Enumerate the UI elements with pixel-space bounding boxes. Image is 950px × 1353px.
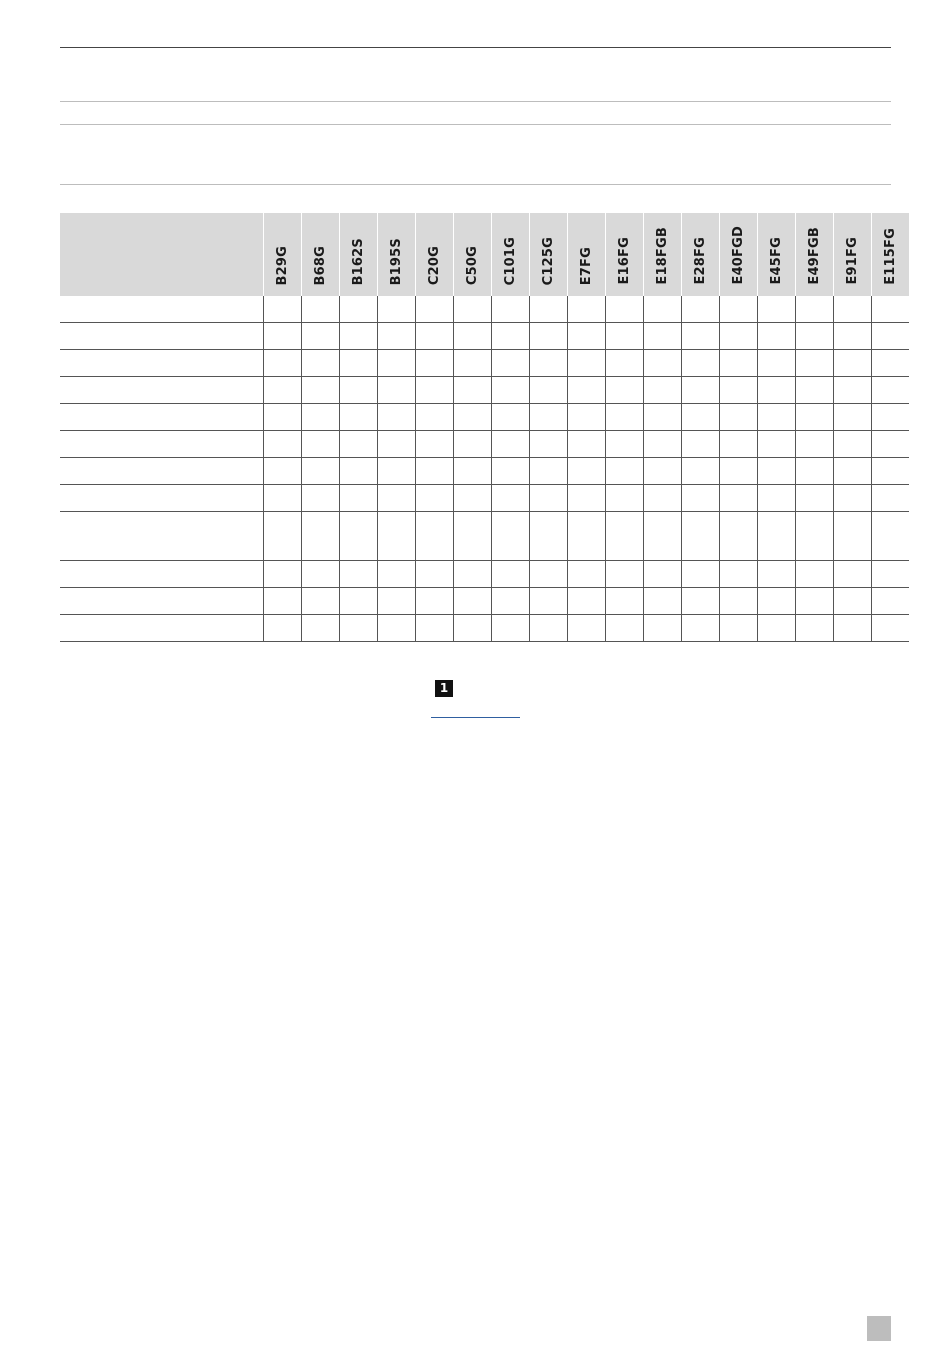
table-cell (682, 485, 720, 512)
table-cell (758, 512, 796, 561)
table-cell (454, 458, 492, 485)
table-cell (568, 588, 606, 615)
table-cell (454, 615, 492, 642)
table-cell (568, 561, 606, 588)
row-label-cell (60, 431, 264, 458)
column-header (416, 213, 454, 296)
table-cell (568, 431, 606, 458)
table-row (60, 485, 909, 512)
table-cell (264, 377, 302, 404)
table-cell (416, 458, 454, 485)
table-cell (302, 512, 340, 561)
table-cell (834, 350, 872, 377)
table-cell (454, 377, 492, 404)
table-cell (302, 458, 340, 485)
table-cell (682, 350, 720, 377)
table-cell (796, 296, 834, 323)
table-cell (644, 296, 682, 323)
table-cell (530, 323, 568, 350)
table-cell (302, 615, 340, 642)
table-cell (796, 485, 834, 512)
table-cell (758, 404, 796, 431)
table-cell (340, 377, 378, 404)
table-cell (530, 485, 568, 512)
table-row (60, 350, 909, 377)
table-cell (416, 350, 454, 377)
table-cell (340, 404, 378, 431)
table-cell (834, 588, 872, 615)
table-cell (378, 350, 416, 377)
table-cell (796, 377, 834, 404)
table-cell (758, 561, 796, 588)
table-cell (530, 431, 568, 458)
table-cell (416, 615, 454, 642)
table-cell (416, 561, 454, 588)
row-label-cell (60, 512, 264, 561)
table-cell (378, 404, 416, 431)
table-cell (492, 431, 530, 458)
column-header (644, 213, 682, 296)
link-underline[interactable] (431, 717, 520, 718)
table-cell (492, 404, 530, 431)
section-rule-1 (60, 101, 891, 102)
column-header-label: B195S (389, 237, 404, 285)
table-cell (720, 377, 758, 404)
table-cell (606, 323, 644, 350)
section-rule-2 (60, 124, 891, 125)
table-cell (644, 350, 682, 377)
table-cell (644, 431, 682, 458)
table-cell (834, 512, 872, 561)
table-cell (682, 458, 720, 485)
table-cell (872, 512, 910, 561)
table-cell (644, 561, 682, 588)
column-header-label: E45FG (769, 237, 784, 285)
table-cell (720, 588, 758, 615)
table-cell (416, 323, 454, 350)
table-cell (606, 561, 644, 588)
table-cell (492, 296, 530, 323)
table-cell (606, 485, 644, 512)
table-cell (264, 458, 302, 485)
table-cell (264, 561, 302, 588)
table-cell (872, 458, 910, 485)
table-cell (340, 485, 378, 512)
table-cell (758, 350, 796, 377)
table-cell (492, 323, 530, 350)
table-cell (416, 512, 454, 561)
table-cell (682, 615, 720, 642)
column-header-label: E7FG (579, 246, 594, 285)
table-cell (796, 350, 834, 377)
table-cell (720, 615, 758, 642)
table-row (60, 296, 909, 323)
table-cell (606, 458, 644, 485)
table-cell (264, 323, 302, 350)
table-cell (644, 377, 682, 404)
table-cell (378, 377, 416, 404)
table-cell (264, 615, 302, 642)
table-row (60, 615, 909, 642)
table-cell (340, 458, 378, 485)
column-header-label: C50G (465, 245, 480, 285)
table-row (60, 431, 909, 458)
table-cell (340, 350, 378, 377)
row-label-cell (60, 404, 264, 431)
table-cell (644, 404, 682, 431)
table-cell (416, 588, 454, 615)
table-cell (872, 296, 910, 323)
table-cell (568, 323, 606, 350)
table-cell (606, 296, 644, 323)
column-header-label: E16FG (617, 237, 632, 285)
table-cell (454, 323, 492, 350)
table-cell (302, 485, 340, 512)
table-cell (682, 512, 720, 561)
column-header (378, 213, 416, 296)
table-row (60, 512, 909, 561)
table-cell (454, 296, 492, 323)
table-row (60, 323, 909, 350)
column-header (568, 213, 606, 296)
table-cell (682, 377, 720, 404)
table-cell (758, 485, 796, 512)
table-cell (758, 431, 796, 458)
table-cell (530, 404, 568, 431)
table-cell (758, 615, 796, 642)
table-cell (606, 512, 644, 561)
table-cell (872, 615, 910, 642)
column-header-label: E49FGB (807, 227, 822, 285)
table-cell (758, 377, 796, 404)
table-cell (378, 431, 416, 458)
table-cell (568, 350, 606, 377)
table-cell (264, 404, 302, 431)
table-cell (492, 485, 530, 512)
table-cell (530, 458, 568, 485)
row-label-cell (60, 350, 264, 377)
table-cell (720, 485, 758, 512)
column-header-label: E115FG (883, 228, 898, 285)
column-header (758, 213, 796, 296)
table-cell (492, 350, 530, 377)
row-label-cell (60, 588, 264, 615)
column-header (682, 213, 720, 296)
table-cell (682, 588, 720, 615)
table-cell (720, 296, 758, 323)
table-cell (796, 512, 834, 561)
table-cell (340, 323, 378, 350)
table-cell (454, 431, 492, 458)
table-cell (492, 458, 530, 485)
table-row (60, 588, 909, 615)
table-cell (492, 561, 530, 588)
table-cell (568, 377, 606, 404)
table-cell (454, 512, 492, 561)
table-cell (606, 588, 644, 615)
table-row (60, 458, 909, 485)
table-cell (834, 323, 872, 350)
table-cell (530, 350, 568, 377)
table-cell (834, 404, 872, 431)
page-tab (867, 1316, 891, 1341)
table-cell (340, 615, 378, 642)
row-label-cell (60, 296, 264, 323)
table-cell (568, 296, 606, 323)
table-cell (872, 588, 910, 615)
row-label-cell (60, 458, 264, 485)
table-cell (682, 404, 720, 431)
table-cell (606, 350, 644, 377)
table-cell (264, 350, 302, 377)
table-cell (454, 588, 492, 615)
table-cell (530, 561, 568, 588)
table-cell (872, 561, 910, 588)
column-header-label: C101G (503, 236, 518, 285)
table-cell (644, 485, 682, 512)
column-header-label: E18FGB (655, 227, 670, 285)
table-cell (378, 485, 416, 512)
column-header-label: B162S (351, 237, 366, 285)
table-cell (568, 458, 606, 485)
table-cell (302, 323, 340, 350)
table-cell (682, 296, 720, 323)
column-header-label: B68G (313, 245, 328, 285)
table-cell (340, 296, 378, 323)
table-cell (720, 512, 758, 561)
table-cell (416, 485, 454, 512)
table-cell (720, 458, 758, 485)
table-cell (834, 561, 872, 588)
section-rule-3 (60, 184, 891, 185)
table-cell (758, 458, 796, 485)
table-cell (416, 431, 454, 458)
table-cell (492, 377, 530, 404)
row-label-cell (60, 323, 264, 350)
table-cell (340, 561, 378, 588)
table-cell (644, 458, 682, 485)
table-cell (454, 561, 492, 588)
table-cell (682, 561, 720, 588)
table-cell (872, 404, 910, 431)
table-cell (758, 296, 796, 323)
table-cell (720, 561, 758, 588)
table-cell (492, 615, 530, 642)
table-cell (416, 404, 454, 431)
column-header-label: B29G (275, 245, 290, 285)
table-cell (378, 561, 416, 588)
table-cell (606, 431, 644, 458)
table-cell (264, 512, 302, 561)
table-cell (606, 615, 644, 642)
table-cell (834, 431, 872, 458)
table-cell (302, 350, 340, 377)
table-cell (454, 404, 492, 431)
column-header (492, 213, 530, 296)
table-cell (264, 431, 302, 458)
table-cell (644, 588, 682, 615)
table-row (60, 561, 909, 588)
table-body (60, 296, 909, 642)
table-cell (644, 512, 682, 561)
table-cell (302, 431, 340, 458)
table-cell (302, 588, 340, 615)
row-label-cell (60, 615, 264, 642)
column-header (606, 213, 644, 296)
table-cell (834, 458, 872, 485)
table-cell (492, 512, 530, 561)
row-label-cell (60, 561, 264, 588)
table-cell (340, 512, 378, 561)
table-cell (644, 615, 682, 642)
table-cell (606, 377, 644, 404)
table-cell (378, 296, 416, 323)
table-cell (796, 323, 834, 350)
table-cell (378, 588, 416, 615)
table-cell (454, 485, 492, 512)
table-cell (378, 458, 416, 485)
table-cell (568, 404, 606, 431)
table-header-row (60, 213, 909, 296)
table-cell (720, 431, 758, 458)
table-cell (872, 485, 910, 512)
column-header (340, 213, 378, 296)
table-cell (796, 588, 834, 615)
table-cell (606, 404, 644, 431)
column-header-label: E28FG (693, 237, 708, 285)
table-cell (264, 588, 302, 615)
table-cell (530, 296, 568, 323)
table-cell (302, 296, 340, 323)
row-label-cell (60, 377, 264, 404)
table-cell (758, 323, 796, 350)
table-cell (530, 377, 568, 404)
table-cell (796, 431, 834, 458)
column-header-label: E91FG (845, 237, 860, 285)
table-cell (796, 561, 834, 588)
column-header (720, 213, 758, 296)
table-cell (378, 512, 416, 561)
table-cell (416, 377, 454, 404)
header-label-cell (60, 213, 264, 296)
table-cell (340, 588, 378, 615)
table-cell (872, 377, 910, 404)
table-cell (796, 404, 834, 431)
table-cell (568, 615, 606, 642)
table-cell (568, 485, 606, 512)
column-header (796, 213, 834, 296)
table-cell (682, 431, 720, 458)
table-cell (872, 431, 910, 458)
table-cell (340, 431, 378, 458)
table-cell (682, 323, 720, 350)
table-cell (378, 323, 416, 350)
table-cell (872, 350, 910, 377)
table-cell (378, 615, 416, 642)
model-compatibility-table (60, 213, 909, 642)
table-row (60, 404, 909, 431)
table-cell (644, 323, 682, 350)
table-cell (720, 323, 758, 350)
top-rule (60, 47, 891, 48)
table-cell (758, 588, 796, 615)
table-cell (264, 296, 302, 323)
table-cell (492, 588, 530, 615)
table-cell (454, 350, 492, 377)
column-header (872, 213, 910, 296)
column-header (530, 213, 568, 296)
table-cell (796, 615, 834, 642)
table-cell (302, 377, 340, 404)
table-cell (302, 404, 340, 431)
column-header (834, 213, 872, 296)
table-cell (834, 485, 872, 512)
table-cell (834, 377, 872, 404)
table-cell (416, 296, 454, 323)
column-header (302, 213, 340, 296)
table-cell (530, 512, 568, 561)
table-cell (720, 350, 758, 377)
table-cell (796, 458, 834, 485)
column-header-label: E40FGD (731, 226, 746, 285)
table-row (60, 377, 909, 404)
table-cell (530, 588, 568, 615)
table-cell (720, 404, 758, 431)
column-header (454, 213, 492, 296)
table-cell (872, 323, 910, 350)
table-cell (834, 615, 872, 642)
row-label-cell (60, 485, 264, 512)
table-cell (302, 561, 340, 588)
figure-marker: 1 (435, 680, 453, 697)
column-header (264, 213, 302, 296)
column-header-label: C20G (427, 245, 442, 285)
table-cell (530, 615, 568, 642)
table-cell (264, 485, 302, 512)
table-cell (834, 296, 872, 323)
table-cell (568, 512, 606, 561)
column-header-label: C125G (541, 236, 556, 285)
